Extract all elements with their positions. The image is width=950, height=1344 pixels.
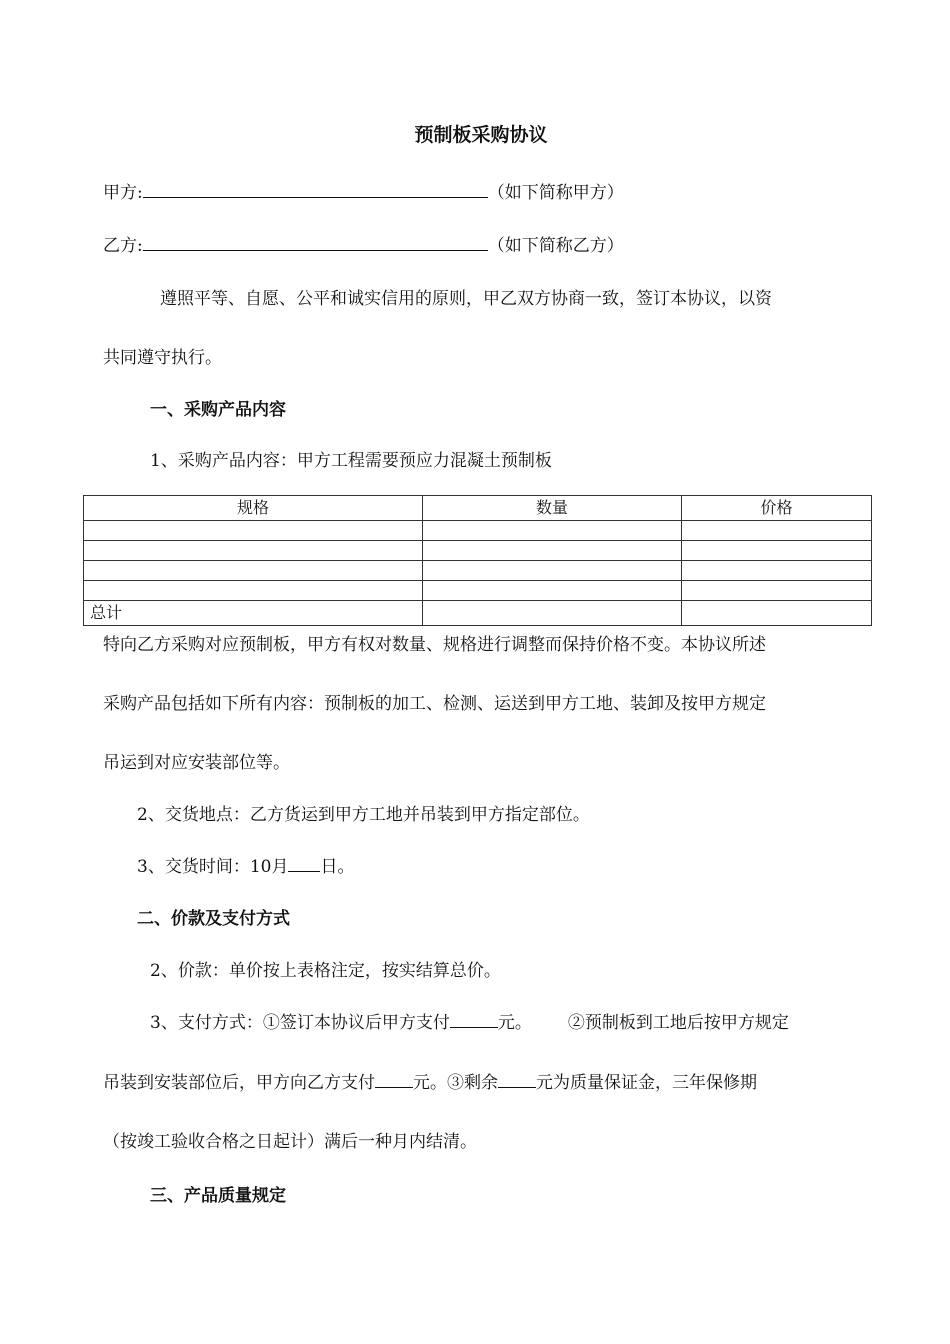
party-a-blank bbox=[143, 179, 488, 198]
intro-line-1: 遵照平等、自愿、公平和诚实信用的原则，甲乙双方协商一致，签订本协议，以资 bbox=[160, 289, 772, 309]
section-2-heading: 二、价款及支付方式 bbox=[137, 909, 290, 929]
section-2-item-3-line-3: （按竣工验收合格之日起计）满后一种月内结清。 bbox=[103, 1132, 477, 1152]
after-table-line-1: 特向乙方采购对应预制板，甲方有权对数量、规格进行调整而保持价格不变。本协议所述 bbox=[103, 635, 766, 655]
table-header-price: 价格 bbox=[682, 496, 872, 521]
table-row bbox=[84, 561, 872, 581]
section-2-item-3: 3、支付方式：①签订本协议后甲方支付 元。 ②预制板到工地后按甲方规定 bbox=[150, 1008, 789, 1033]
intro-line-2: 共同遵守执行。 bbox=[103, 348, 222, 368]
party-b-blank bbox=[143, 232, 488, 251]
section-1-item-1: 1、采购产品内容：甲方工程需要预应力混凝土预制板 bbox=[150, 451, 552, 471]
party-b-line bbox=[103, 231, 624, 256]
page-title: 预制板采购协议 bbox=[414, 124, 548, 146]
section-1-item-2: 2、交货地点：乙方货运到甲方工地并吊装到甲方指定部位。 bbox=[137, 805, 590, 825]
remaining-blank bbox=[498, 1069, 536, 1088]
party-a-line bbox=[103, 178, 624, 203]
after-table-line-3: 吊运到对应安装部位等。 bbox=[103, 753, 290, 773]
section-2-item-3-line-2: 吊装到安装部位后，甲方向乙方支付 元。③剩余 元为质量保证金，三年保修期 bbox=[103, 1068, 757, 1093]
table-header-quantity: 数量 bbox=[423, 496, 682, 521]
party-a-suffix: （如下简称甲方） bbox=[487, 183, 624, 203]
table-header-spec: 规格 bbox=[84, 496, 423, 521]
party-b-label: 乙方: bbox=[103, 236, 143, 256]
party-a-label: 甲方: bbox=[103, 183, 143, 203]
section-2-item-2: 2、价款：单价按上表格注定，按实结算总价。 bbox=[150, 961, 501, 981]
section-1-item-3: 3、交货时间：10月 日。 bbox=[137, 852, 354, 877]
after-table-line-2: 采购产品包括如下所有内容：预制板的加工、检测、运送到甲方工地、装卸及按甲方规定 bbox=[103, 694, 766, 714]
party-b-suffix: （如下简称乙方） bbox=[487, 236, 624, 256]
spec-table bbox=[83, 495, 872, 626]
table-total-row bbox=[84, 601, 872, 626]
table-row bbox=[84, 581, 872, 601]
section-1-heading: 一、采购产品内容 bbox=[150, 400, 286, 420]
table-row bbox=[84, 521, 872, 541]
delivery-day-blank bbox=[288, 853, 320, 872]
payment-1-blank bbox=[450, 1009, 498, 1028]
payment-2-blank bbox=[375, 1069, 413, 1088]
table-row bbox=[84, 541, 872, 561]
table-header-row bbox=[84, 496, 872, 521]
section-3-heading: 三、产品质量规定 bbox=[150, 1186, 286, 1206]
table-total-label: 总计 bbox=[84, 601, 423, 626]
